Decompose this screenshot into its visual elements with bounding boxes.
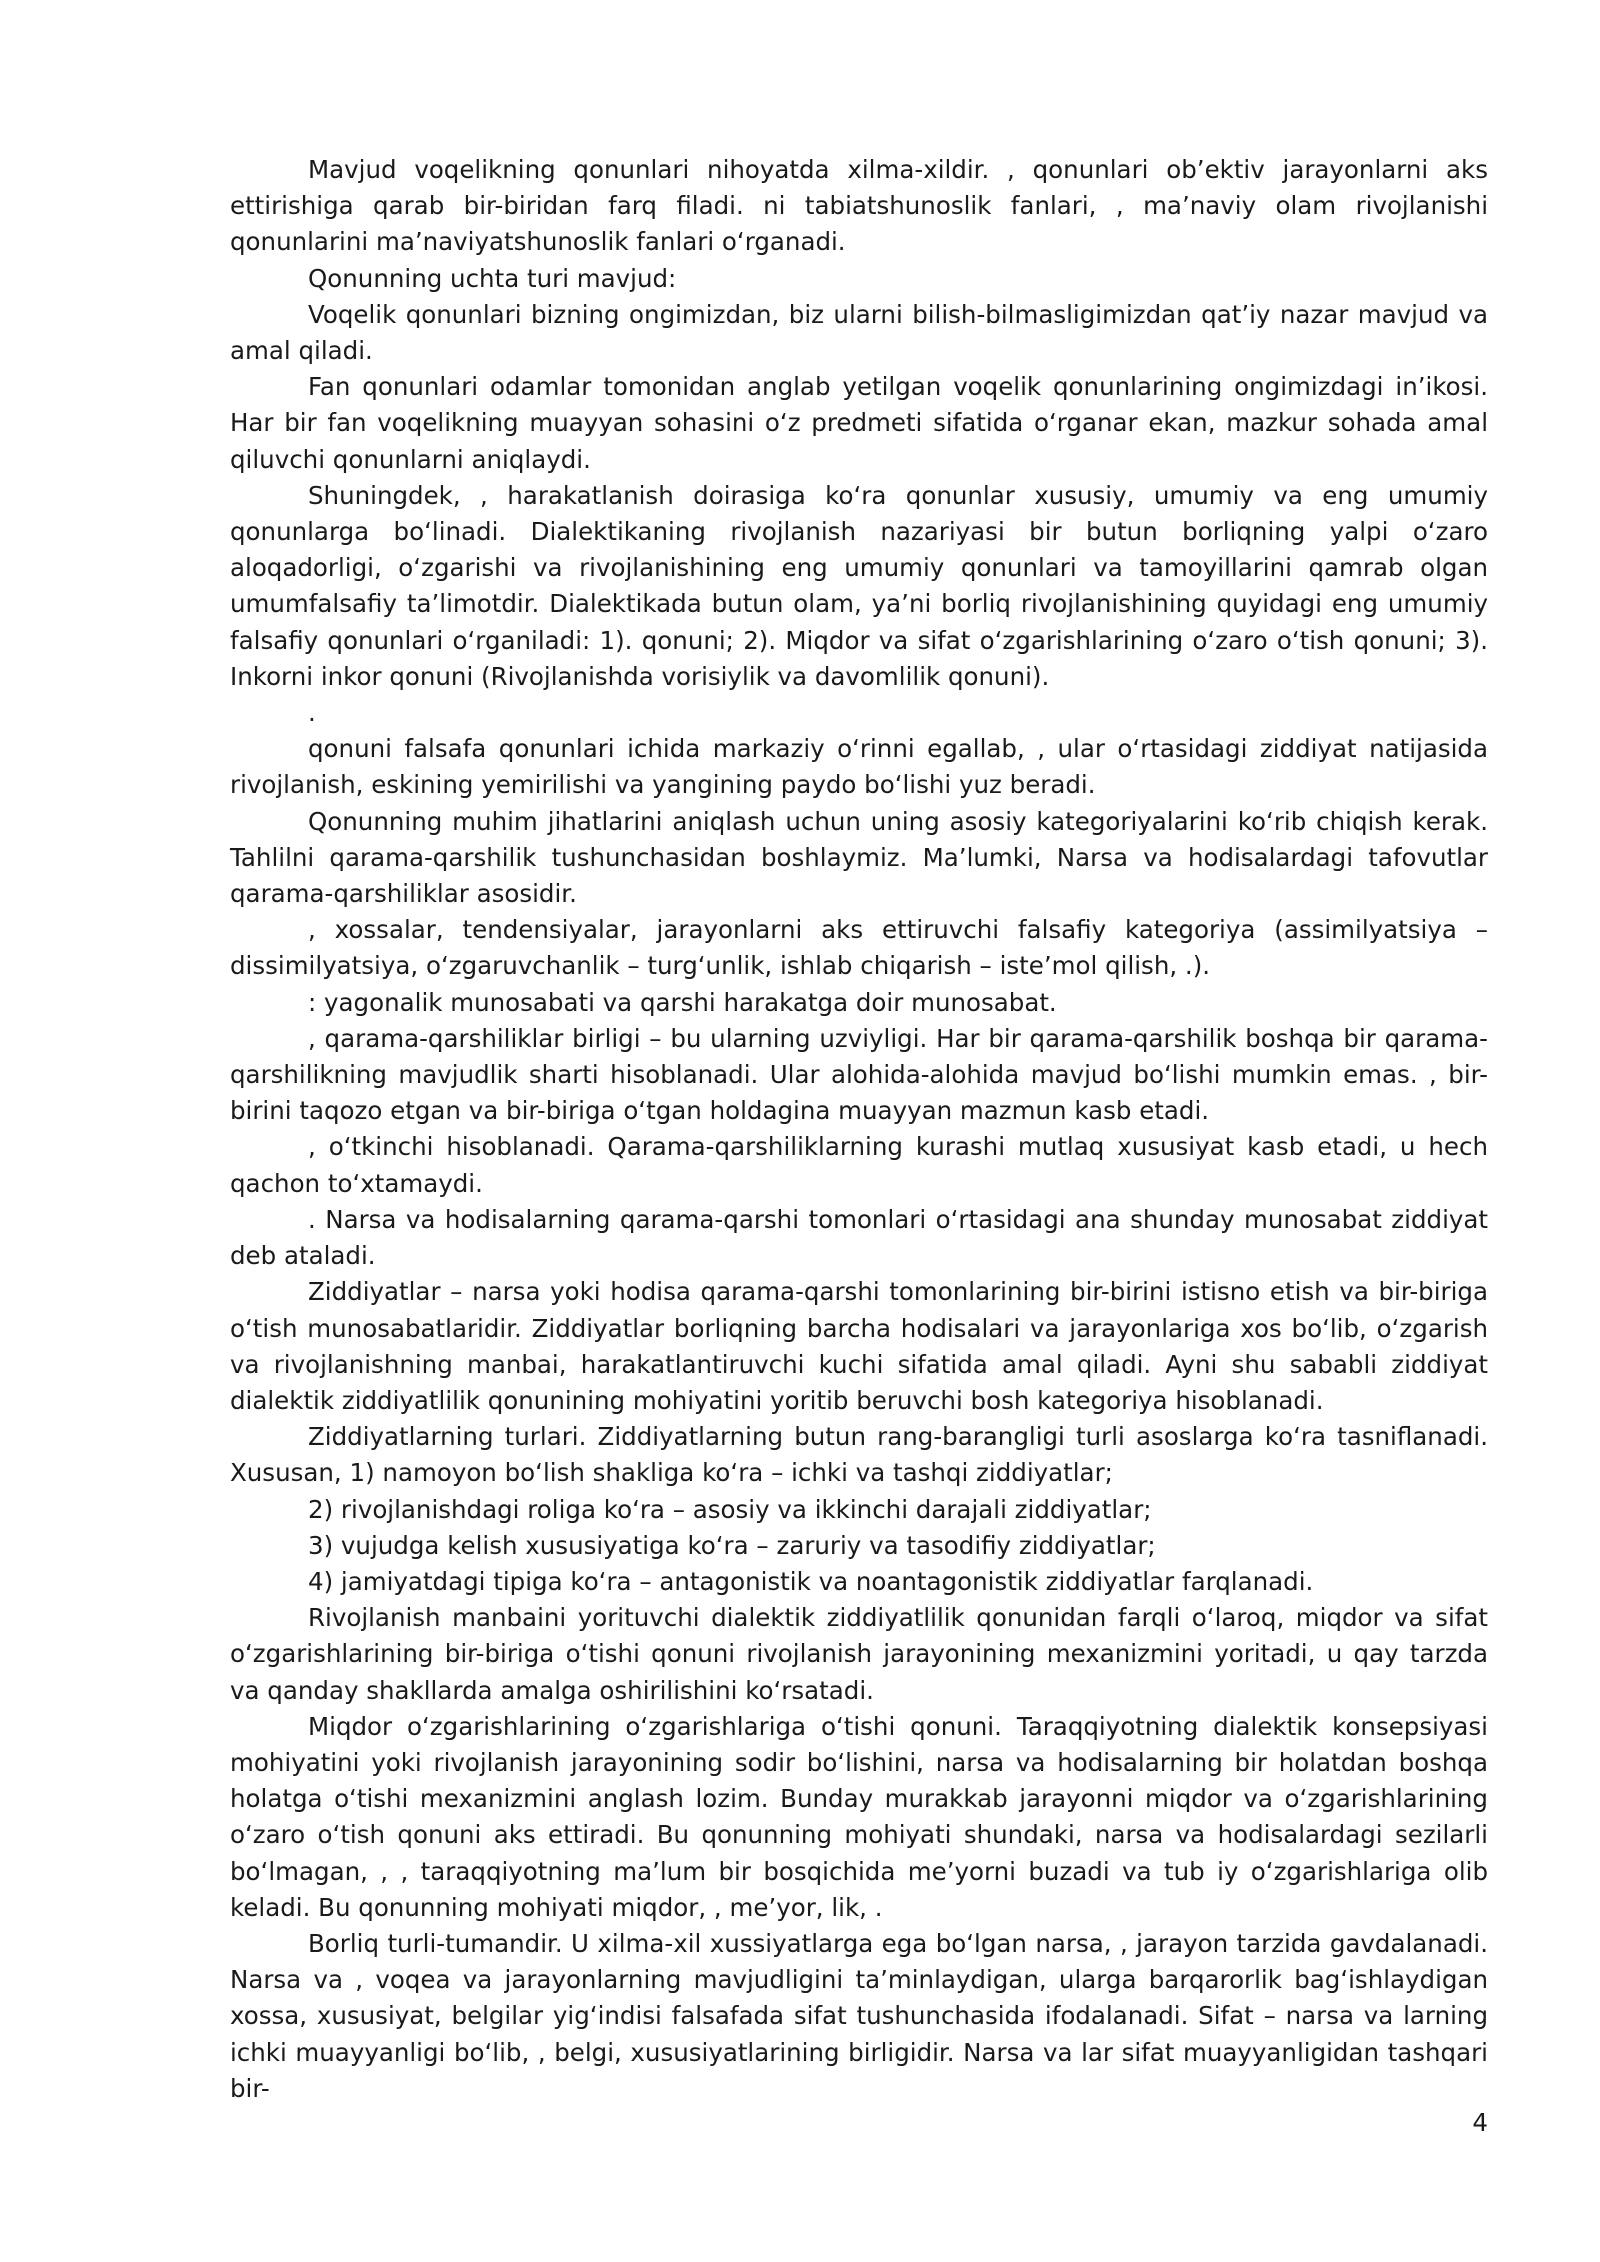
- paragraph: Borliq turli-tumandir. U xilma-xil xussiyatlarga ega bo‘lgan narsa, , jarayon tarzida gavdalanadi. Narsa va , voqea va jarayonlarning mavjudligini ta’minlaydigan, ularga barqarorlik bag‘ishlaydigan xossa, xususiyat, belgilar yig‘indisi falsafada sifat tushunchasida ifodalanadi. Sifat – narsa va larning ichki muayyanligi bo‘lib, , belgi, xususiyatlarining birligidir. Narsa va lar sifat muayyanligidan tashqari bir-: [230, 1928, 1488, 2103]
- list-item: 2) rivojlanishdagi roliga ko‘ra – asosiy va ikkinchi darajali ziddiyatlar;: [308, 1494, 1152, 1524]
- paragraph: Qonunning uchta turi mavjud:: [308, 263, 677, 293]
- paragraph: Ziddiyatlar – narsa yoki hodisa qarama-qarshi tomonlarining bir-birini istisno etish va bir-biriga o‘tish munosabatlaridir. Ziddiyatlar borliqning barcha hodisalari va jarayonlariga xos bo‘lib, o‘zgarish va rivojlanishning manbai, harakatlantiruvchi kuchi sifatida amal qiladi. Ayni shu sababli ziddiyat dialektik ziddiyatlilik qonunining mohiyatini yoritib beruvchi bosh kategoriya hisoblanadi.: [230, 1277, 1488, 1415]
- paragraph: qonuni falsafa qonunlari ichida markaziy o‘rinni egallab, , ular o‘rtasidagi ziddiyat natijasida rivojlanish, eskining yemirilishi va yangining paydo bo‘lishi yuz beradi.: [230, 734, 1488, 800]
- paragraph: , qarama-qarshiliklar birligi – bu ularning uzviyligi. Har bir qarama-qarshilik boshqa bir qarama-qarshilikning mavjudlik sharti hisoblanadi. Ular alohida-alohida mavjud bo‘lishi mumkin emas. , bir-birini taqozo etgan va bir-biriga o‘tgan holdagina muayyan mazmun kasb etadi.: [230, 1023, 1488, 1126]
- paragraph: .: [308, 698, 316, 728]
- document-body: [230, 152, 1488, 2107]
- paragraph: Fan qonunlari odamlar tomonidan anglab yetilgan voqelik qonunlarining ongimizdagi in’ikosi. Har bir fan voqelikning muayyan sohasini o‘z predmeti sifatida o‘rganar ekan, mazkur sohada amal qiluvchi qonunlarni aniqlaydi.: [230, 372, 1488, 474]
- paragraph: Ziddiyatlarning turlari. Ziddiyatlarning butun rang-barangligi turli asoslarga ko‘ra tasniflanadi. Xususan, 1) namoyon bo‘lish shakliga ko‘ra – ichki va tashqi ziddiyatlar;: [230, 1422, 1488, 1488]
- paragraph: , xossalar, tendensiyalar, jarayonlarni aks ettiruvchi falsafiy kategoriya (assimilyatsiya – dissimilyatsiya, o‘zgaruvchanlik – turg‘unlik, ishlab chiqarish – iste’mol qilish, .).: [230, 915, 1488, 981]
- paragraph: . Narsa va hodisalarning qarama-qarshi tomonlari o‘rtasidagi ana shunday munosabat ziddiyat deb ataladi.: [230, 1204, 1488, 1271]
- paragraph: Miqdor o‘zgarishlarining o‘zgarishlariga o‘tishi qonuni. Taraqqiyotning dialektik konsepsiyasi mohiyatini yoki rivojlanish jarayonining sodir bo‘lishini, narsa va hodisalarning bir holatdan boshqa holatga o‘tishi mexanizmini anglash lozim. Bunday murakkab jarayonni miqdor va o‘zgarishlarining o‘zaro o‘tish qonuni aks ettiradi. Bu qonunning mohiyati shundaki, narsa va hodisalardagi sezilarli bo‘lmagan, , , taraqqiyotning ma’lum bir bosqichida me’yorni buzadi va tub iy o‘zgarishlariga olib keladi. Bu qonunning mohiyati miqdor, , me’yor, lik, .: [230, 1711, 1488, 1922]
- paragraph: , o‘tkinchi hisoblanadi. Qarama-qarshiliklarning kurashi mutlaq xususiyat kasb etadi, u hech qachon to‘xtamaydi.: [230, 1132, 1488, 1198]
- list-item: 3) vujudga kelish xususiyatiga ko‘ra – zaruriy va tasodifiy ziddiyatlar;: [308, 1530, 1156, 1560]
- paragraph: Mavjud voqelikning qonunlari nihoyatda xilma-xildir. , qonunlari ob’ektiv jarayonlarni aks ettirishiga qarab bir-biridan farq filadi. ni tabiatshunoslik fanlari, , ma’naviy olam rivojlanishi qonunlarini ma’naviyatshunoslik fanlari o‘rganadi.: [230, 155, 1488, 257]
- paragraph: Shuningdek, , harakatlanish doirasiga ko‘ra qonunlar xususiy, umumiy va eng umumiy qonunlarga bo‘linadi. Dialektikaning rivojlanish nazariyasi bir butun borliqning yalpi o‘zaro aloqadorligi, o‘zgarishi va rivojlanishining eng umumiy qonunlari va tamoyillarini qamrab olgan umumfalsafiy ta’limotdir. Dialektikada butun olam, ya’ni borliq rivojlanishining quyidagi eng umumiy falsafiy qonunlari o‘rganiladi: 1). qonuni; 2). Miqdor va sifat o‘zgarishlarining o‘zaro o‘tish qonuni; 3). Inkorni inkor qonuni (Rivojlanishda vorisiylik va davomlilik qonuni).: [230, 480, 1488, 691]
- paragraph: Rivojlanish manbaini yorituvchi dialektik ziddiyatlilik qonunidan farqli o‘laroq, miqdor va sifat o‘zgarishlarining bir-biriga o‘tishi qonuni rivojlanish jarayonining mexanizmini yoritadi, u qay tarzda va qanday shakllarda amalga oshirilishini ko‘rsatadi.: [230, 1603, 1488, 1705]
- paragraph: : yagonalik munosabati va qarshi harakatga doir munosabat.: [308, 987, 1057, 1017]
- list-item: 4) jamiyatdagi tipiga ko‘ra – antagonistik va noantagonistik ziddiyatlar farqlanadi.: [308, 1566, 1314, 1596]
- page-number: 4: [1472, 2108, 1488, 2137]
- paragraph: Voqelik qonunlari bizning ongimizdan, biz ularni bilish-bilmasligimizdan qat’iy nazar mavjud va amal qiladi.: [230, 299, 1488, 366]
- paragraph: Qonunning muhim jihatlarini aniqlash uchun uning asosiy kategoriyalarini ko‘rib chiqish kerak. Tahlilni qarama-qarshilik tushunchasidan boshlaymiz. Ma’lumki, Narsa va hodisalardagi tafovutlar qarama-qarshiliklar asosidir.: [230, 806, 1488, 909]
